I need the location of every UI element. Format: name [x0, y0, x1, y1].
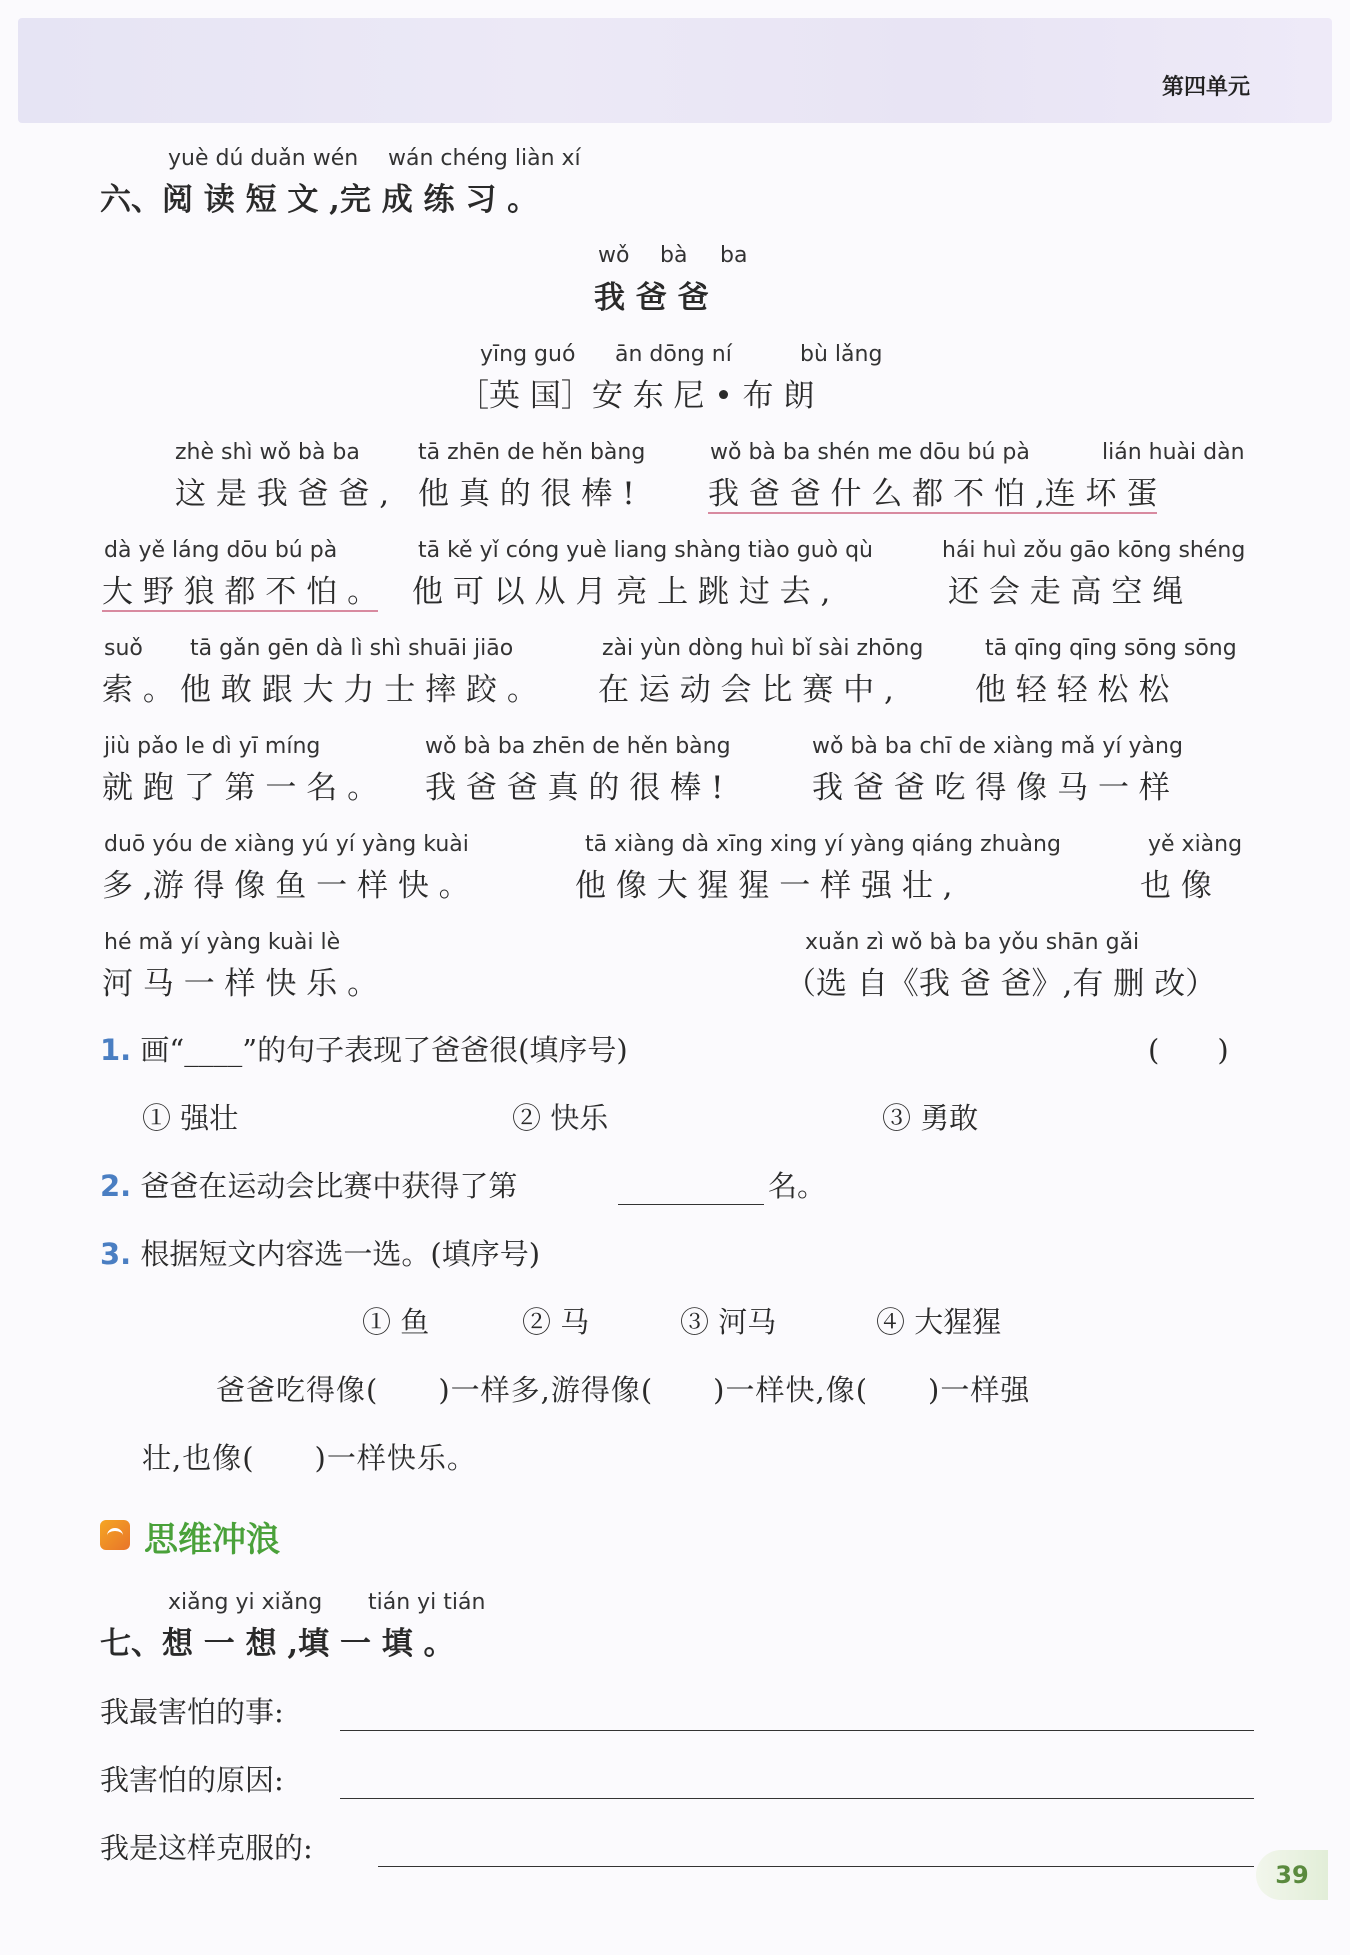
q3-number: 3.	[100, 1237, 132, 1271]
author-py-3: bù lǎng	[800, 342, 883, 367]
line3-py-4: tā qīng qīng sōng sōng	[985, 636, 1237, 661]
q3-option-4: ④ 大猩猩	[876, 1305, 1002, 1339]
q3-option-3: ③ 河马	[680, 1305, 777, 1339]
page-number: 39	[1256, 1850, 1328, 1900]
q6-pinyin-2: wán chéng liàn xí	[388, 146, 581, 171]
line3-py-2: tā gǎn gēn dà lì shì shuāi jiāo	[190, 636, 514, 661]
line5-hz-3: 也 像	[1140, 868, 1212, 904]
q3-text: 根据短文内容选一选。(填序号)	[140, 1237, 541, 1271]
line2-py-2: tā kě yǐ cóng yuè liang shàng tiào guò qù	[418, 538, 873, 563]
line4-hz-3: 我 爸 爸 吃 得 像 马 一 样	[812, 770, 1170, 806]
line4-hz-1: 就 跑 了 第 一 名 。	[102, 770, 379, 806]
line1-py-2: tā zhēn de hěn bàng	[418, 440, 646, 465]
line2-hz-1-underlined: 大 野 狼 都 不 怕 。	[102, 566, 378, 612]
q7-answer-line-1[interactable]	[340, 1730, 1254, 1731]
q1-option-3[interactable]: ③ 勇敢	[882, 1101, 979, 1135]
line6-py-2: xuǎn zì wǒ bà ba yǒu shān gǎi	[805, 930, 1140, 955]
line2-py-1: dà yě láng dōu bú pà	[104, 538, 338, 563]
story-title: 我 爸 爸	[594, 280, 709, 316]
line6-hz-2: （选 自《我 爸 爸》,有 删 改）	[785, 966, 1217, 1002]
q1-answer-paren[interactable]: ( )	[1148, 1033, 1229, 1067]
q3-option-1: ① 鱼	[362, 1305, 430, 1339]
line1-py-3: wǒ bà ba shén me dōu bú pà	[710, 440, 1030, 465]
question-3	[100, 1232, 540, 1276]
line1-hz-3-underlined: 我 爸 爸 什 么 都 不 怕 ,连 坏 蛋	[708, 468, 1157, 514]
line6-py-1: hé mǎ yí yàng kuài lè	[104, 930, 341, 955]
line5-py-2: tā xiàng dà xīng xing yí yàng qiáng zhuàng	[585, 832, 1061, 857]
q7-prompt-2: 我害怕的原因:	[100, 1763, 284, 1797]
q2-answer-blank[interactable]	[618, 1204, 764, 1205]
section-title: 思维冲浪	[144, 1520, 280, 1560]
q7-pinyin-2: tián yi tián	[368, 1590, 486, 1615]
line3-hz-2: 他 敢 跟 大 力 士 摔 跤 。	[180, 672, 538, 708]
line3-py-1: suǒ	[104, 636, 143, 661]
line5-hz-1: 多 ,游 得 像 鱼 一 样 快 。	[102, 868, 470, 904]
title-py-2: bà	[660, 243, 688, 268]
question-2	[100, 1164, 517, 1208]
title-py-3: ba	[720, 243, 748, 268]
line4-py-1: jiù pǎo le dì yī míng	[104, 734, 321, 759]
line3-hz-3: 在 运 动 会 比 赛 中 ,	[598, 672, 894, 708]
q3-option-2: ② 马	[522, 1305, 590, 1339]
line1-hz-1: 这 是 我 爸 爸 ,	[175, 476, 390, 512]
wave-icon	[100, 1520, 130, 1550]
q7-title: 七、想 一 想 ,填 一 填 。	[100, 1626, 455, 1662]
q1-text: 画“____”的句子表现了爸爸很(填序号)	[140, 1033, 628, 1067]
title-py-1: wǒ	[598, 243, 630, 268]
line6-hz-1: 河 马 一 样 快 乐 。	[102, 966, 379, 1002]
author-py-1: yīng guó	[480, 342, 576, 367]
q2-number: 2.	[100, 1169, 132, 1203]
line4-py-3: wǒ bà ba chī de xiàng mǎ yí yàng	[812, 734, 1183, 759]
line5-hz-2: 他 像 大 猩 猩 一 样 强 壮 ,	[575, 868, 953, 904]
line3-hz-1: 索 。	[102, 672, 174, 708]
q2-text-after: 名。	[768, 1169, 827, 1203]
q7-prompt-1: 我最害怕的事:	[100, 1695, 284, 1729]
q7-prompt-3: 我是这样克服的:	[100, 1831, 313, 1865]
line4-py-2: wǒ bà ba zhēn de hěn bàng	[425, 734, 731, 759]
line2-hz-2: 他 可 以 从 月 亮 上 跳 过 去 ,	[412, 574, 831, 610]
line5-py-3: yě xiàng	[1148, 832, 1243, 857]
line5-py-1: duō yóu de xiàng yú yí yàng kuài	[104, 832, 469, 857]
line2-hz-3: 还 会 走 高 空 绳	[948, 574, 1184, 610]
q3-sentence-2[interactable]: 壮,也像( )一样快乐。	[142, 1441, 477, 1475]
q7-pinyin-1: xiǎng yi xiǎng	[168, 1590, 323, 1615]
header-band	[18, 18, 1332, 123]
line2-py-3: hái huì zǒu gāo kōng shéng	[942, 538, 1246, 563]
line3-hz-4: 他 轻 轻 松 松	[975, 672, 1170, 708]
question-1	[100, 1028, 628, 1072]
unit-label: 第四单元	[1161, 75, 1250, 100]
q6-pinyin-1: yuè dú duǎn wén	[168, 146, 359, 171]
story-author: ［英 国］安 东 尼 • 布 朗	[458, 378, 815, 414]
line1-py-1: zhè shì wǒ bà ba	[175, 440, 360, 465]
q1-number: 1.	[100, 1033, 132, 1067]
q2-text-before: 爸爸在运动会比赛中获得了第	[140, 1169, 518, 1203]
q1-option-1[interactable]: ① 强壮	[142, 1101, 239, 1135]
line3-py-3: zài yùn dòng huì bǐ sài zhōng	[602, 636, 924, 661]
q6-title: 六、阅 读 短 文 ,完 成 练 习 。	[100, 182, 539, 218]
q1-option-2[interactable]: ② 快乐	[512, 1101, 609, 1135]
line4-hz-2: 我 爸 爸 真 的 很 棒 !	[425, 770, 724, 806]
line1-hz-2: 他 真 的 很 棒 !	[418, 476, 635, 512]
line1-py-4: lián huài dàn	[1102, 440, 1245, 465]
q3-sentence-1[interactable]: 爸爸吃得像( )一样多,游得像( )一样快,像( )一样强	[216, 1373, 1031, 1407]
author-py-2: ān dōng ní	[615, 342, 732, 367]
q7-answer-line-3[interactable]	[378, 1866, 1254, 1867]
q7-answer-line-2[interactable]	[340, 1798, 1254, 1799]
